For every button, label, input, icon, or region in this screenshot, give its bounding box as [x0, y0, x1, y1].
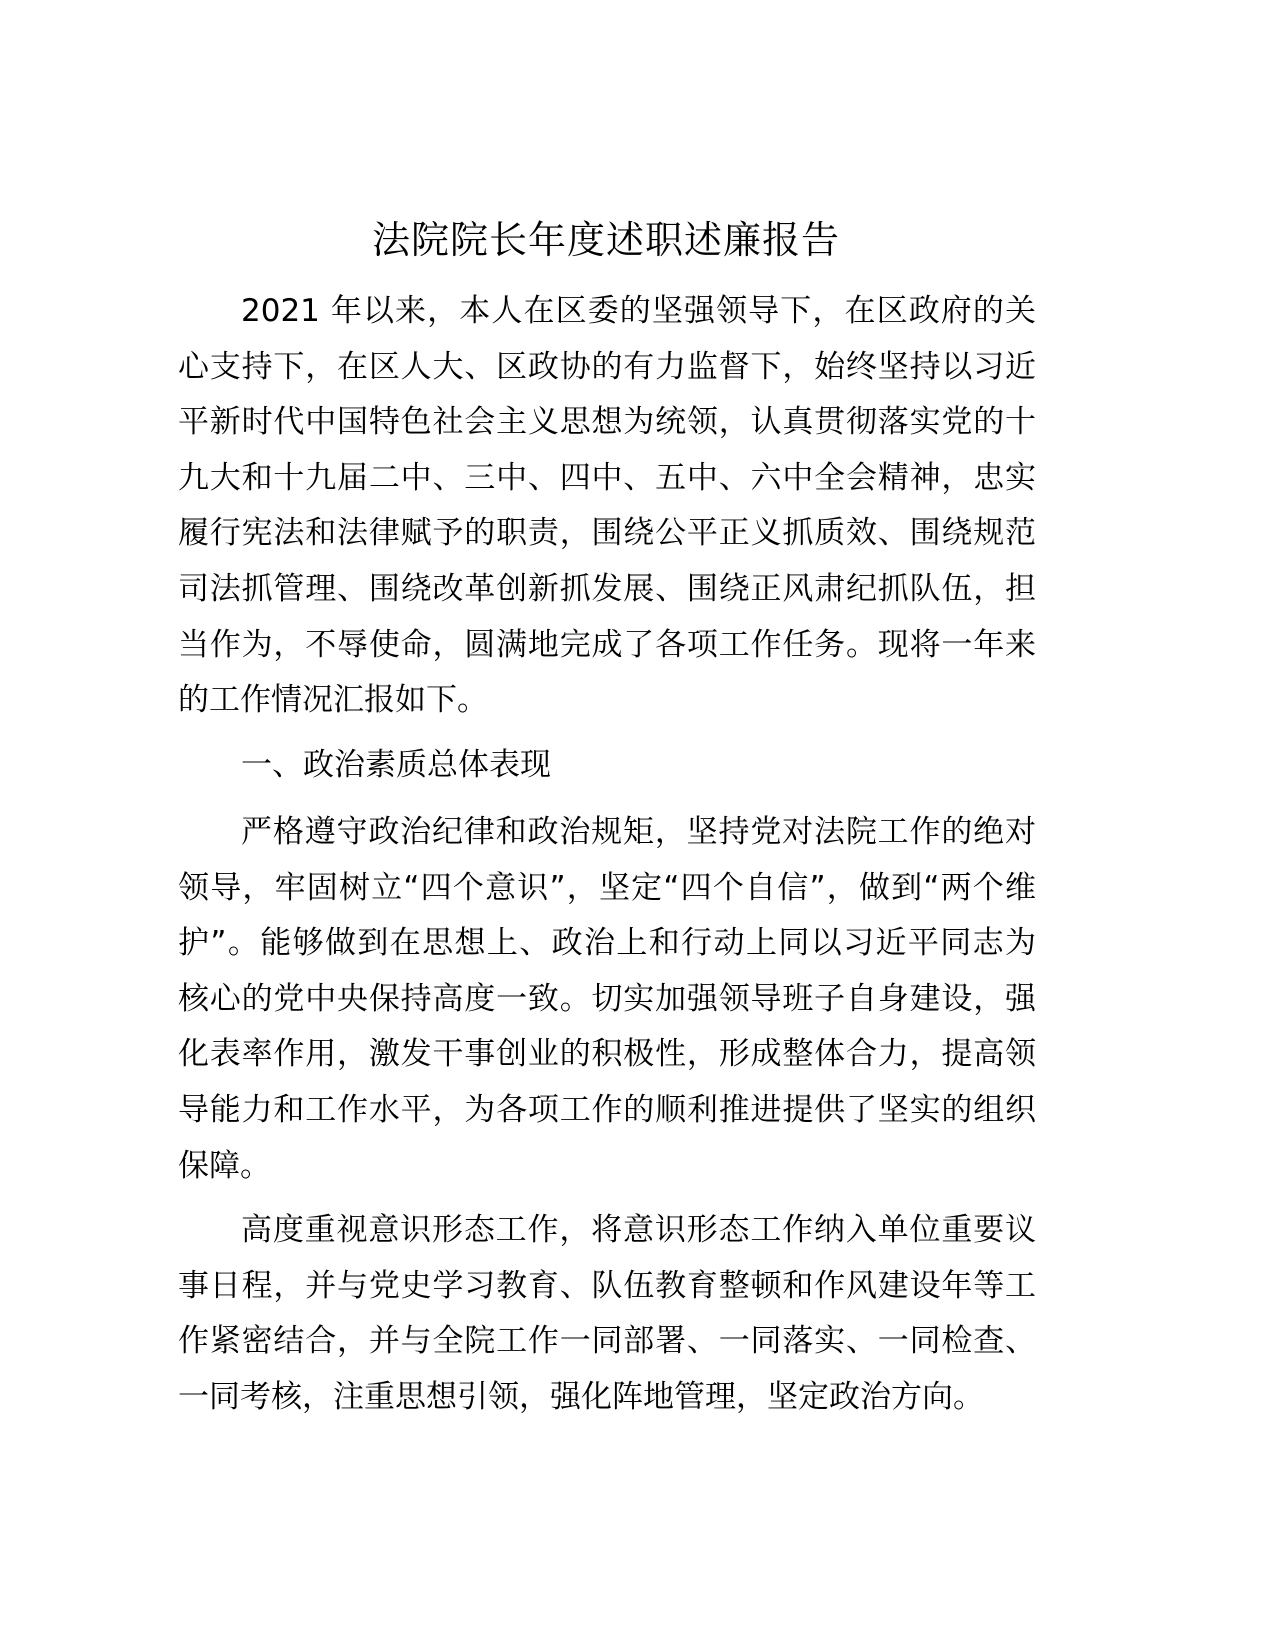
paragraph-line: 九大和十九届二中、三中、四中、五中、六中全会精神，忠实: [178, 459, 1036, 496]
paragraph-line: 高度重视意识形态工作，将意识形态工作纳入单位重要议: [241, 1212, 1036, 1248]
intro-paragraph: [178, 284, 1036, 729]
paragraph-line: 严格遵守政治纪律和政治规矩，坚持党对法院工作的绝对: [241, 814, 1036, 850]
paragraph-line: 化表率作用，激发干事创业的积极性，形成整体合力，提高领: [178, 1036, 1036, 1073]
paragraph-line: 事日程，并与党史学习教育、队伍教育整顿和作风建设年等工: [178, 1267, 1036, 1304]
paragraph-line: 作紧密结合，并与全院工作一同部署、一同落实、一同检查、: [178, 1323, 1036, 1360]
paragraph-line: 的工作情况汇报如下。: [178, 682, 488, 719]
paragraph-line: 护”。能够做到在思想上、政治上和行动上同以习近平同志为: [178, 925, 1036, 962]
paragraph-line: 履行宪法和法律赋予的职责，围绕公平正义抓质效、围绕规范: [178, 515, 1036, 552]
paragraph-line: 一同考核，注重思想引领，强化阵地管理，坚定政治方向。: [178, 1378, 984, 1415]
paragraph-line: 领导，牢固树立“四个意识”，坚定“四个自信”，做到“两个维: [178, 869, 1036, 906]
paragraph-line: 核心的党中央保持高度一致。切实加强领导班子自身建设，强: [178, 980, 1036, 1017]
political-discipline-paragraph: [178, 805, 1036, 1194]
paragraph-line: 保障。: [178, 1147, 271, 1184]
section-heading: [178, 738, 1036, 794]
section-heading-text: 一、政治素质总体表现: [241, 747, 551, 783]
ideology-work-paragraph: [178, 1203, 1036, 1425]
paragraph-line: 司法抓管理、围绕改革创新抓发展、围绕正风肃纪抓队伍，担: [178, 570, 1036, 607]
paragraph-line: 心支持下，在区人大、区政协的有力监督下，始终坚持以习近: [178, 348, 1036, 385]
paragraph-line: 平新时代中国特色社会主义思想为统领，认真贯彻落实党的十: [178, 404, 1036, 441]
paragraph-line: 导能力和工作水平，为各项工作的顺利推进提供了坚实的组织: [178, 1091, 1036, 1128]
document-title: 法院院长年度述职述廉报告: [371, 218, 840, 262]
paragraph-line: 当作为，不辱使命，圆满地完成了各项工作任务。现将一年来: [178, 626, 1036, 663]
paragraph-line: 2021 年以来，本人在区委的坚强领导下，在区政府的关: [241, 293, 1036, 329]
